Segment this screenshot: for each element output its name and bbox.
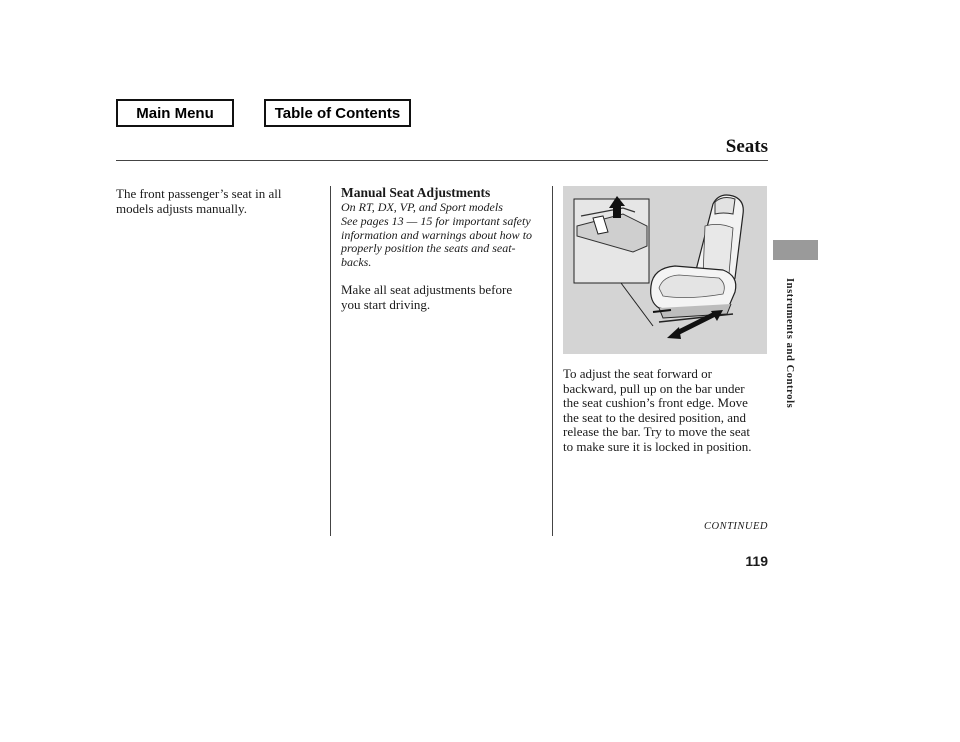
middle-column-text: Make all seat adjustments before you start driving. [341,282,513,312]
chapter-label: Instruments and Controls [784,278,795,409]
table-of-contents-button[interactable]: Table of Contents [264,99,411,127]
seat-drawing [563,186,767,354]
manual-seat-heading: Manual Seat Adjustments [341,185,491,200]
seat-adjustment-illustration [563,186,767,354]
continued-label: CONTINUED [703,521,768,532]
main-menu-button[interactable]: Main Menu [116,99,234,127]
left-column-text: The front passenger’s seat in all models adjusts manually. [116,186,282,216]
column-divider [330,186,331,536]
page-number: 119 [745,553,768,569]
header-rule [116,160,768,161]
section-title: Seats [725,136,768,157]
safety-note: On RT, DX, VP, and Sport models See pages 13 — 15 for important safety information and warnings about how to properly position the seats and seat- backs. [341,200,533,270]
chapter-tab [773,240,818,260]
right-column-text: To adjust the seat forward or backward, pull up on the bar under the seat cushion’s front edge. Move the seat to the desired position, and release the bar. Try to move the seat to make sure it is locked in position. [563,366,752,454]
column-divider [552,186,553,536]
